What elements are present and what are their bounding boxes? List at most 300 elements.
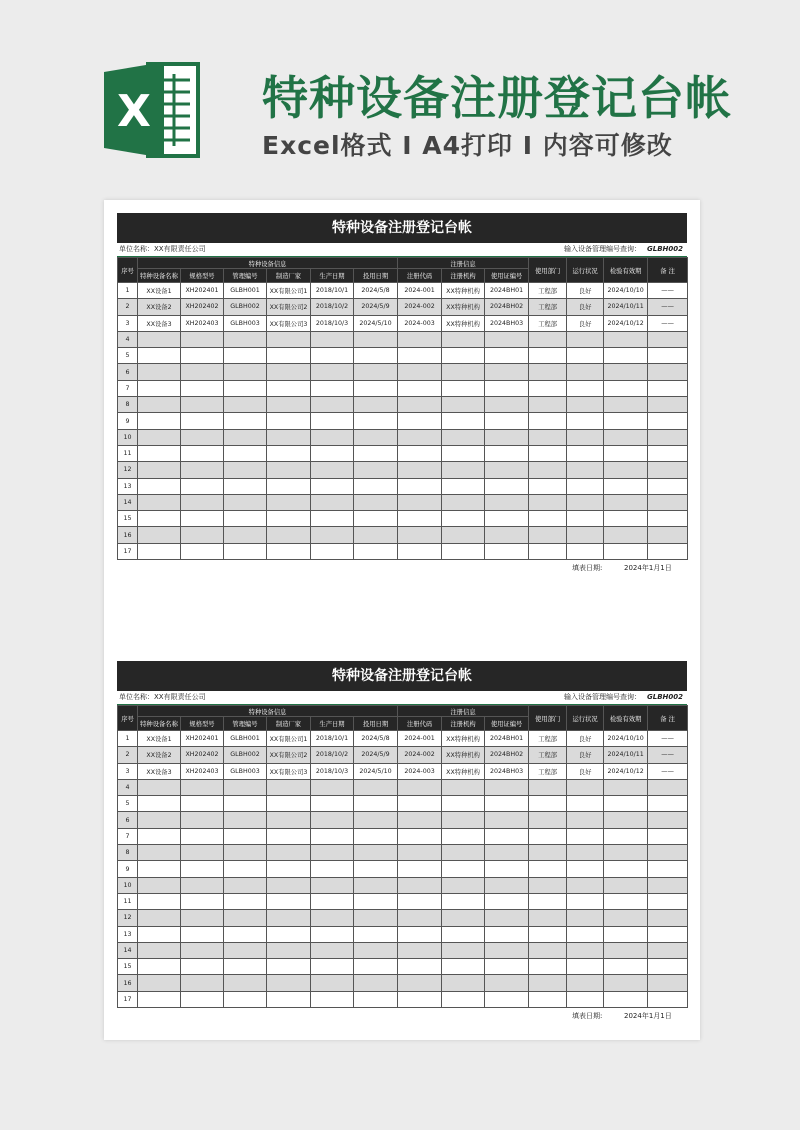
table-cell[interactable] [354, 861, 398, 877]
table-cell[interactable] [442, 893, 485, 909]
table-cell[interactable] [442, 527, 485, 543]
table-cell[interactable] [604, 861, 648, 877]
table-cell[interactable] [311, 779, 354, 795]
table-cell[interactable] [138, 991, 181, 1007]
table-cell[interactable]: 2024-002 [398, 299, 442, 315]
table-cell[interactable] [354, 429, 398, 445]
table-cell[interactable] [224, 348, 267, 364]
table-cell[interactable] [529, 991, 567, 1007]
table-cell[interactable] [311, 975, 354, 991]
table-cell[interactable]: —— [648, 315, 688, 331]
table-cell[interactable]: XX特种机构 [442, 315, 485, 331]
table-cell[interactable] [529, 796, 567, 812]
table-cell[interactable] [354, 527, 398, 543]
table-cell[interactable] [529, 511, 567, 527]
table-cell[interactable] [529, 926, 567, 942]
table-cell[interactable] [138, 527, 181, 543]
table-cell[interactable]: XX设备1 [138, 283, 181, 299]
table-cell[interactable]: XX特种机构 [442, 731, 485, 747]
table-cell[interactable] [604, 445, 648, 461]
table-cell[interactable] [567, 511, 604, 527]
table-cell[interactable]: XX设备2 [138, 299, 181, 315]
table-cell[interactable] [567, 429, 604, 445]
table-cell[interactable] [648, 861, 688, 877]
table-cell[interactable] [354, 991, 398, 1007]
table-cell[interactable]: 2024-003 [398, 315, 442, 331]
table-cell[interactable] [311, 910, 354, 926]
table-cell[interactable] [267, 445, 311, 461]
table-cell[interactable] [267, 527, 311, 543]
table-cell[interactable] [224, 942, 267, 958]
table-cell[interactable] [181, 331, 224, 347]
table-cell[interactable] [138, 494, 181, 510]
table-cell[interactable] [224, 527, 267, 543]
table-cell[interactable] [224, 975, 267, 991]
table-cell[interactable]: 2024/10/12 [604, 763, 648, 779]
table-cell[interactable] [398, 380, 442, 396]
table-cell[interactable] [442, 413, 485, 429]
table-cell[interactable] [398, 429, 442, 445]
table-cell[interactable]: 2024/5/8 [354, 731, 398, 747]
table-cell[interactable] [138, 893, 181, 909]
table-cell[interactable] [604, 462, 648, 478]
table-cell[interactable] [567, 926, 604, 942]
table-cell[interactable]: 2018/10/2 [311, 299, 354, 315]
table-cell[interactable] [181, 975, 224, 991]
table-cell[interactable]: XX特种机构 [442, 283, 485, 299]
table-cell[interactable] [398, 478, 442, 494]
table-cell[interactable] [485, 429, 529, 445]
table-cell[interactable] [267, 364, 311, 380]
table-cell[interactable] [354, 413, 398, 429]
table-cell[interactable] [648, 543, 688, 559]
table-cell[interactable] [138, 845, 181, 861]
table-cell[interactable] [648, 364, 688, 380]
table-cell[interactable] [224, 511, 267, 527]
table-cell[interactable] [567, 975, 604, 991]
table-cell[interactable]: 2018/10/2 [311, 747, 354, 763]
table-cell[interactable] [648, 527, 688, 543]
table-cell[interactable] [604, 893, 648, 909]
table-cell[interactable] [138, 877, 181, 893]
table-cell[interactable] [398, 877, 442, 893]
table-cell[interactable] [181, 861, 224, 877]
table-cell[interactable] [354, 364, 398, 380]
table-cell[interactable] [267, 348, 311, 364]
table-cell[interactable] [398, 364, 442, 380]
table-cell[interactable] [648, 942, 688, 958]
table-cell[interactable]: —— [648, 283, 688, 299]
table-cell[interactable]: GLBH001 [224, 283, 267, 299]
table-cell[interactable] [354, 845, 398, 861]
table-cell[interactable] [181, 429, 224, 445]
table-cell[interactable] [138, 429, 181, 445]
table-cell[interactable] [267, 796, 311, 812]
table-cell[interactable]: XH202403 [181, 315, 224, 331]
table-cell[interactable] [485, 926, 529, 942]
table-cell[interactable]: 工程部 [529, 299, 567, 315]
table-cell[interactable]: 2024-002 [398, 747, 442, 763]
table-cell[interactable] [267, 828, 311, 844]
table-cell[interactable]: 工程部 [529, 747, 567, 763]
table-cell[interactable] [267, 462, 311, 478]
table-cell[interactable] [442, 364, 485, 380]
table-cell[interactable] [224, 845, 267, 861]
table-cell[interactable] [648, 812, 688, 828]
table-cell[interactable] [648, 478, 688, 494]
table-cell[interactable] [485, 877, 529, 893]
table-cell[interactable] [398, 812, 442, 828]
table-cell[interactable]: XH202402 [181, 747, 224, 763]
table-cell[interactable] [529, 527, 567, 543]
table-cell[interactable] [181, 812, 224, 828]
table-cell[interactable] [398, 331, 442, 347]
table-cell[interactable] [442, 926, 485, 942]
table-cell[interactable] [224, 910, 267, 926]
table-cell[interactable] [648, 331, 688, 347]
table-cell[interactable] [604, 527, 648, 543]
table-cell[interactable]: XX设备3 [138, 763, 181, 779]
table-cell[interactable] [311, 942, 354, 958]
table-cell[interactable] [604, 413, 648, 429]
table-cell[interactable]: 2024/5/8 [354, 283, 398, 299]
table-cell[interactable] [354, 380, 398, 396]
table-cell[interactable] [267, 861, 311, 877]
table-cell[interactable] [224, 413, 267, 429]
table-cell[interactable] [267, 511, 311, 527]
table-cell[interactable] [138, 861, 181, 877]
table-cell[interactable] [181, 380, 224, 396]
table-cell[interactable] [442, 845, 485, 861]
table-cell[interactable]: 2024-001 [398, 283, 442, 299]
table-cell[interactable] [311, 380, 354, 396]
table-cell[interactable] [567, 959, 604, 975]
table-cell[interactable] [224, 796, 267, 812]
table-cell[interactable] [567, 861, 604, 877]
table-cell[interactable] [398, 445, 442, 461]
table-cell[interactable] [224, 478, 267, 494]
table-cell[interactable] [604, 331, 648, 347]
table-cell[interactable] [529, 861, 567, 877]
table-cell[interactable] [442, 462, 485, 478]
table-cell[interactable] [224, 429, 267, 445]
table-cell[interactable] [398, 845, 442, 861]
table-cell[interactable] [442, 331, 485, 347]
table-cell[interactable] [485, 380, 529, 396]
table-cell[interactable] [398, 975, 442, 991]
table-cell[interactable]: 2024BH01 [485, 283, 529, 299]
table-cell[interactable]: 2024BH03 [485, 315, 529, 331]
table-cell[interactable]: 良好 [567, 731, 604, 747]
table-cell[interactable] [529, 331, 567, 347]
table-cell[interactable]: XX有限公司3 [267, 763, 311, 779]
table-cell[interactable] [485, 910, 529, 926]
table-cell[interactable]: 良好 [567, 283, 604, 299]
table-cell[interactable] [224, 877, 267, 893]
table-cell[interactable] [485, 543, 529, 559]
table-cell[interactable] [604, 828, 648, 844]
table-cell[interactable] [181, 893, 224, 909]
table-cell[interactable] [311, 511, 354, 527]
table-cell[interactable] [648, 975, 688, 991]
table-cell[interactable]: 2024BH01 [485, 731, 529, 747]
table-cell[interactable] [398, 413, 442, 429]
table-cell[interactable]: 2024/10/12 [604, 315, 648, 331]
table-cell[interactable] [648, 779, 688, 795]
table-cell[interactable] [354, 796, 398, 812]
table-cell[interactable] [442, 348, 485, 364]
table-cell[interactable] [224, 331, 267, 347]
table-cell[interactable] [398, 397, 442, 413]
table-cell[interactable]: XX有限公司2 [267, 747, 311, 763]
table-cell[interactable] [567, 877, 604, 893]
table-cell[interactable] [567, 796, 604, 812]
query-value[interactable]: GLBH002 [646, 693, 683, 701]
table-cell[interactable] [398, 991, 442, 1007]
table-cell[interactable] [181, 364, 224, 380]
table-cell[interactable] [354, 942, 398, 958]
table-cell[interactable]: 2024/10/11 [604, 299, 648, 315]
table-cell[interactable] [311, 861, 354, 877]
table-cell[interactable] [485, 478, 529, 494]
table-cell[interactable] [311, 397, 354, 413]
table-cell[interactable] [648, 397, 688, 413]
table-cell[interactable]: 良好 [567, 299, 604, 315]
table-cell[interactable] [138, 796, 181, 812]
table-cell[interactable] [181, 478, 224, 494]
table-cell[interactable] [138, 779, 181, 795]
table-cell[interactable] [648, 845, 688, 861]
table-cell[interactable]: 2024/5/10 [354, 763, 398, 779]
table-cell[interactable] [267, 942, 311, 958]
table-cell[interactable] [604, 926, 648, 942]
table-cell[interactable] [567, 812, 604, 828]
table-cell[interactable] [648, 445, 688, 461]
table-cell[interactable] [224, 959, 267, 975]
table-cell[interactable] [567, 348, 604, 364]
table-cell[interactable]: GLBH001 [224, 731, 267, 747]
table-cell[interactable] [567, 779, 604, 795]
table-cell[interactable] [138, 926, 181, 942]
table-cell[interactable] [604, 779, 648, 795]
table-cell[interactable] [181, 877, 224, 893]
table-cell[interactable] [567, 413, 604, 429]
table-cell[interactable] [485, 845, 529, 861]
table-cell[interactable] [604, 812, 648, 828]
table-cell[interactable] [648, 796, 688, 812]
table-cell[interactable]: —— [648, 747, 688, 763]
table-cell[interactable]: 2024/5/10 [354, 315, 398, 331]
table-cell[interactable] [604, 348, 648, 364]
table-cell[interactable] [181, 397, 224, 413]
table-cell[interactable] [224, 779, 267, 795]
table-cell[interactable] [485, 779, 529, 795]
table-cell[interactable] [529, 445, 567, 461]
table-cell[interactable] [485, 942, 529, 958]
table-cell[interactable]: XH202402 [181, 299, 224, 315]
table-cell[interactable] [311, 462, 354, 478]
table-cell[interactable] [181, 413, 224, 429]
table-cell[interactable]: 2024BH02 [485, 747, 529, 763]
table-cell[interactable] [529, 959, 567, 975]
table-cell[interactable] [267, 494, 311, 510]
table-cell[interactable]: 2024BH02 [485, 299, 529, 315]
table-cell[interactable] [311, 991, 354, 1007]
table-cell[interactable] [485, 445, 529, 461]
table-cell[interactable]: 2018/10/3 [311, 315, 354, 331]
table-cell[interactable]: 2018/10/3 [311, 763, 354, 779]
table-cell[interactable] [442, 511, 485, 527]
table-cell[interactable] [267, 893, 311, 909]
table-cell[interactable] [311, 413, 354, 429]
table-cell[interactable] [138, 959, 181, 975]
table-cell[interactable] [311, 543, 354, 559]
table-cell[interactable] [529, 828, 567, 844]
table-cell[interactable] [442, 910, 485, 926]
table-cell[interactable] [398, 910, 442, 926]
table-cell[interactable] [311, 494, 354, 510]
table-cell[interactable] [648, 877, 688, 893]
table-cell[interactable] [354, 445, 398, 461]
table-cell[interactable] [224, 380, 267, 396]
query-value[interactable]: GLBH002 [646, 245, 683, 253]
table-cell[interactable] [604, 942, 648, 958]
table-cell[interactable] [529, 462, 567, 478]
table-cell[interactable] [485, 331, 529, 347]
table-cell[interactable] [138, 543, 181, 559]
table-cell[interactable] [354, 511, 398, 527]
table-cell[interactable]: 工程部 [529, 283, 567, 299]
table-cell[interactable] [138, 942, 181, 958]
table-cell[interactable] [604, 397, 648, 413]
table-cell[interactable] [529, 845, 567, 861]
table-cell[interactable] [354, 494, 398, 510]
table-cell[interactable] [442, 779, 485, 795]
table-cell[interactable] [267, 812, 311, 828]
table-cell[interactable]: 良好 [567, 763, 604, 779]
table-cell[interactable] [224, 397, 267, 413]
table-cell[interactable]: XX有限公司1 [267, 283, 311, 299]
table-cell[interactable] [398, 926, 442, 942]
table-cell[interactable] [311, 478, 354, 494]
table-cell[interactable] [224, 364, 267, 380]
table-cell[interactable] [485, 511, 529, 527]
table-cell[interactable] [354, 462, 398, 478]
table-cell[interactable] [181, 543, 224, 559]
table-cell[interactable] [398, 511, 442, 527]
table-cell[interactable] [442, 812, 485, 828]
table-cell[interactable] [604, 959, 648, 975]
table-cell[interactable]: 良好 [567, 747, 604, 763]
table-cell[interactable] [267, 397, 311, 413]
table-cell[interactable] [648, 429, 688, 445]
table-cell[interactable] [604, 380, 648, 396]
table-cell[interactable] [604, 429, 648, 445]
table-cell[interactable] [648, 380, 688, 396]
table-cell[interactable] [485, 348, 529, 364]
table-cell[interactable]: 2024-001 [398, 731, 442, 747]
table-cell[interactable] [485, 959, 529, 975]
table-cell[interactable] [567, 380, 604, 396]
table-cell[interactable]: XX特种机构 [442, 763, 485, 779]
table-cell[interactable] [267, 478, 311, 494]
table-cell[interactable] [529, 543, 567, 559]
table-cell[interactable] [311, 796, 354, 812]
table-cell[interactable] [354, 543, 398, 559]
table-cell[interactable] [529, 494, 567, 510]
table-cell[interactable] [442, 397, 485, 413]
table-cell[interactable] [138, 380, 181, 396]
table-cell[interactable] [442, 861, 485, 877]
table-cell[interactable]: 2024/5/9 [354, 747, 398, 763]
table-cell[interactable] [181, 511, 224, 527]
table-cell[interactable] [311, 348, 354, 364]
table-cell[interactable] [529, 397, 567, 413]
table-cell[interactable] [311, 364, 354, 380]
table-cell[interactable] [529, 812, 567, 828]
table-cell[interactable] [398, 828, 442, 844]
table-cell[interactable] [354, 331, 398, 347]
table-cell[interactable]: 工程部 [529, 315, 567, 331]
table-cell[interactable] [567, 543, 604, 559]
table-cell[interactable] [354, 893, 398, 909]
table-cell[interactable] [398, 942, 442, 958]
table-cell[interactable] [485, 893, 529, 909]
table-cell[interactable] [398, 959, 442, 975]
table-cell[interactable]: 良好 [567, 315, 604, 331]
table-cell[interactable] [267, 331, 311, 347]
table-cell[interactable] [529, 429, 567, 445]
table-cell[interactable] [354, 478, 398, 494]
table-cell[interactable] [138, 462, 181, 478]
table-cell[interactable] [181, 527, 224, 543]
table-cell[interactable] [567, 462, 604, 478]
table-cell[interactable] [485, 397, 529, 413]
table-cell[interactable] [485, 812, 529, 828]
table-cell[interactable] [138, 331, 181, 347]
table-cell[interactable] [442, 380, 485, 396]
table-cell[interactable] [224, 445, 267, 461]
table-cell[interactable] [138, 413, 181, 429]
table-cell[interactable] [138, 975, 181, 991]
table-cell[interactable] [181, 348, 224, 364]
table-cell[interactable] [604, 364, 648, 380]
table-cell[interactable]: 2018/10/1 [311, 731, 354, 747]
table-cell[interactable]: XX设备3 [138, 315, 181, 331]
table-cell[interactable] [604, 511, 648, 527]
table-cell[interactable] [442, 478, 485, 494]
table-cell[interactable] [485, 796, 529, 812]
table-cell[interactable] [529, 975, 567, 991]
table-cell[interactable]: 2024BH03 [485, 763, 529, 779]
table-cell[interactable]: 2024/10/10 [604, 731, 648, 747]
table-cell[interactable] [398, 543, 442, 559]
table-cell[interactable] [567, 478, 604, 494]
table-cell[interactable] [181, 779, 224, 795]
table-cell[interactable] [224, 812, 267, 828]
table-cell[interactable] [138, 397, 181, 413]
table-cell[interactable] [485, 413, 529, 429]
table-cell[interactable]: 2024/5/9 [354, 299, 398, 315]
table-cell[interactable] [311, 429, 354, 445]
table-cell[interactable] [604, 991, 648, 1007]
table-cell[interactable] [398, 527, 442, 543]
table-cell[interactable] [485, 494, 529, 510]
table-cell[interactable] [224, 991, 267, 1007]
table-cell[interactable] [354, 877, 398, 893]
table-cell[interactable] [224, 543, 267, 559]
table-cell[interactable] [529, 348, 567, 364]
